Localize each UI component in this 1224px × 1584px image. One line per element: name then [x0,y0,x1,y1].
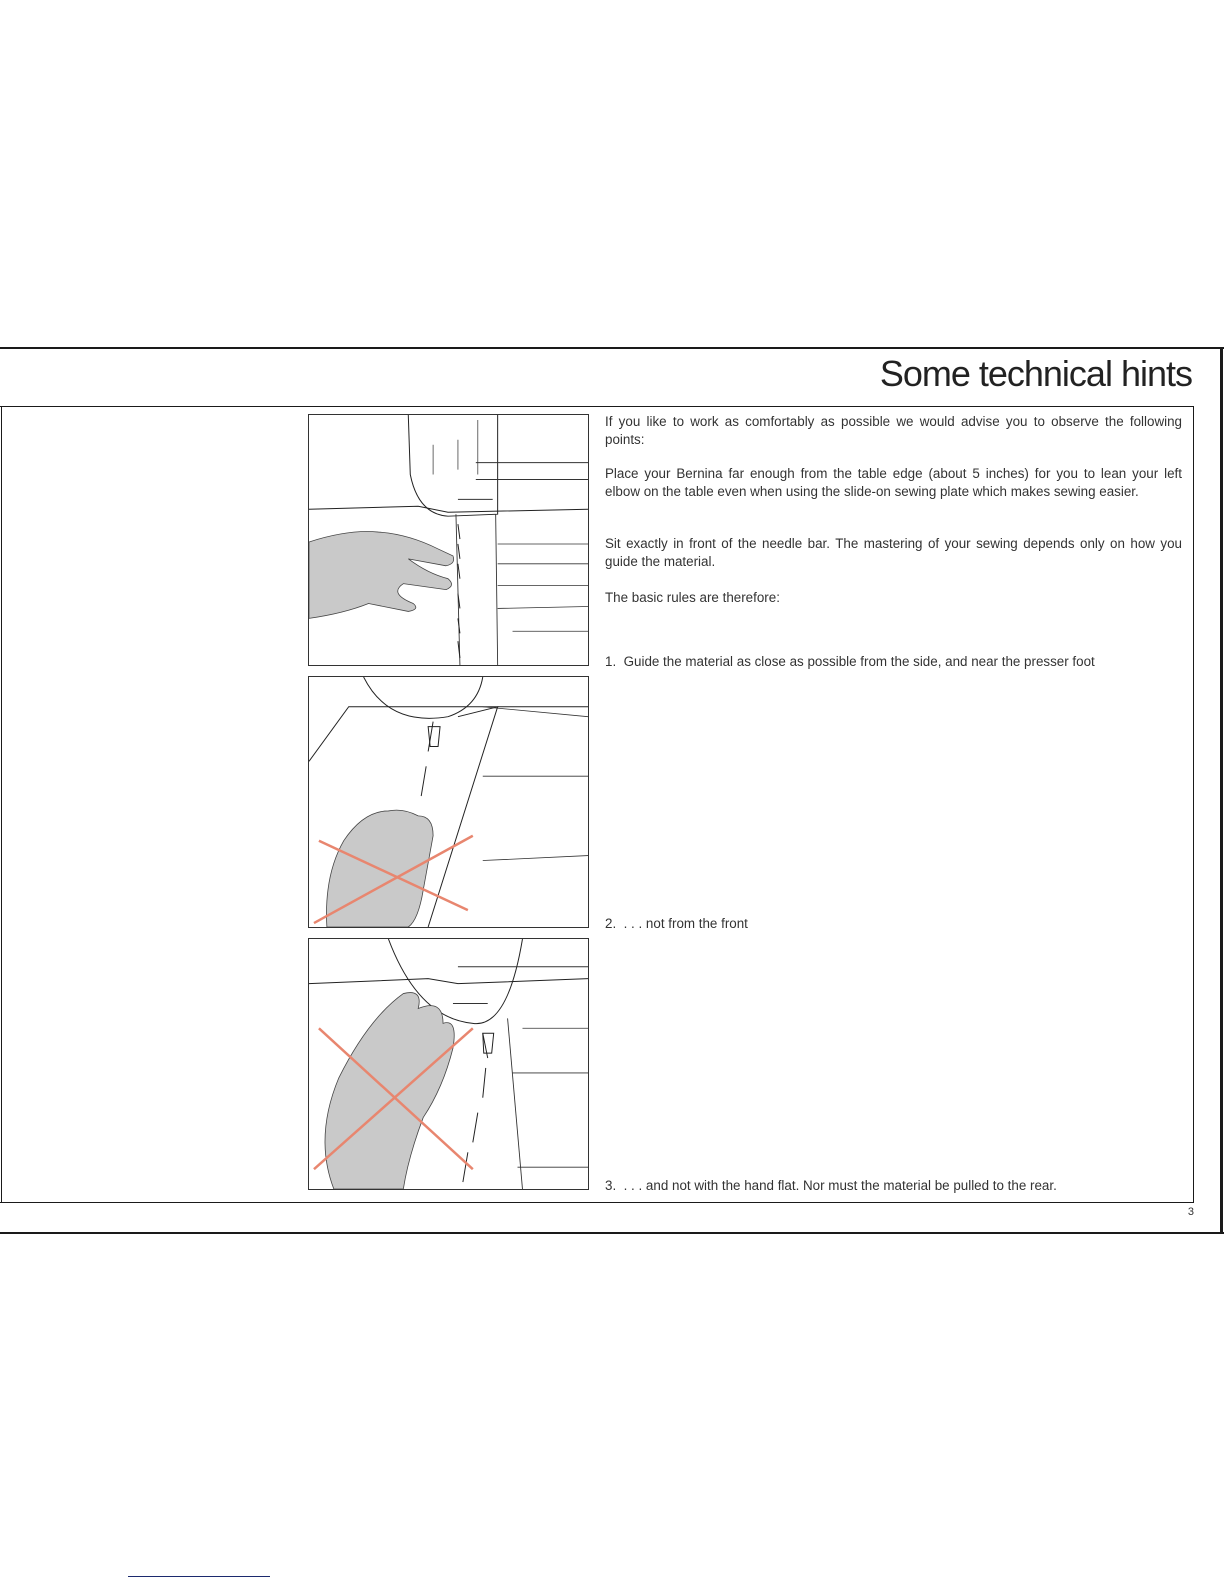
left-edge-rule [1,406,2,1203]
header-top-rule [0,347,1224,349]
sitting-paragraph: Sit exactly in front of the needle bar. The mastering of your sewing depends only on how you guide the material. [605,536,1182,569]
hand-flat-illustration [309,939,588,1189]
page-edge-right [1220,347,1223,1234]
illustration-not-hand-flat [308,938,589,1190]
illustration-guide-from-side [308,414,589,666]
rule-3: 3. . . . and not with the hand flat. Nor must the material be pulled to the rear. [605,1178,1057,1193]
rule-2: 2. . . . not from the front [605,916,748,931]
header-bottom-rule [0,406,1194,407]
hand-guiding-from-side-illustration [309,415,588,665]
page-number: 3 [1187,1206,1194,1218]
intro-paragraph: If you like to work as comfortably as possible we would advise you to observe the following points: [605,414,1182,447]
footnote-rule [128,1576,270,1577]
right-edge-rule [1193,406,1194,1203]
illustration-not-from-front [308,676,589,928]
rule-1: 1. Guide the material as close as possible from the side, and near the presser foot [605,654,1095,669]
hand-guiding-from-front-illustration [309,677,588,927]
page-bottom-rule [0,1232,1224,1234]
content-bottom-rule [0,1202,1194,1203]
rules-intro-paragraph: The basic rules are therefore: [605,590,780,605]
placement-paragraph: Place your Bernina far enough from the table edge (about 5 inches) for you to lean your left elbow on the table even when using the slide-on sewing plate which makes sewing easier. [605,466,1182,499]
page-title: Some technical hints [879,353,1192,394]
